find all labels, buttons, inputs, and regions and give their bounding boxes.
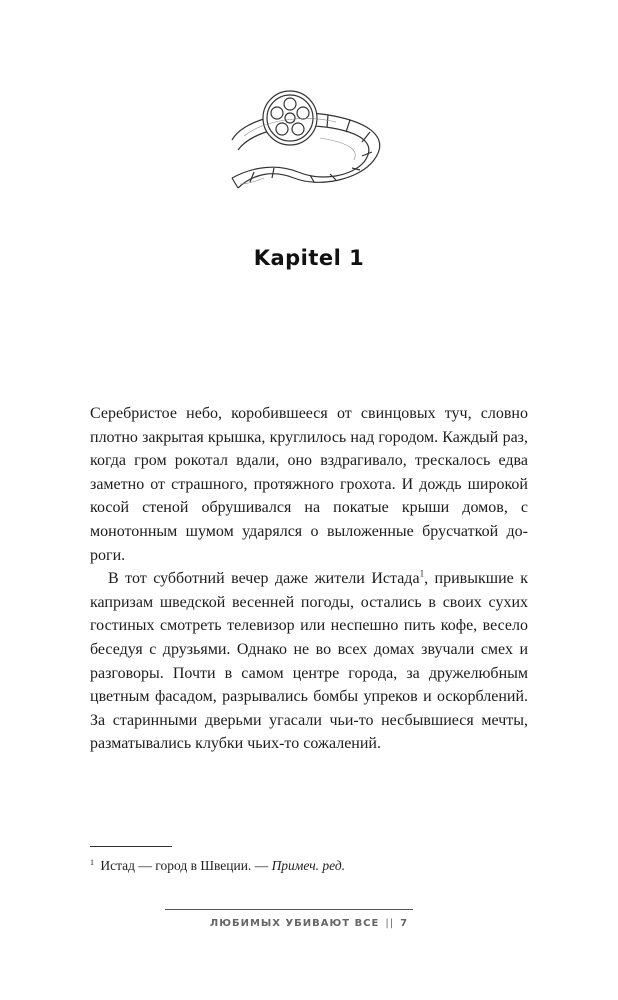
paragraph-2 [90, 567, 528, 756]
footnote-divider [90, 846, 172, 847]
footnote [90, 858, 530, 874]
book-title: ЛЮБИМЫХ УБИВАЮТ ВСЕ [209, 918, 380, 929]
paragraph-1: Серебристое небо, коробившееся от свинцовых туч, словно плотно закрытая крышка, круглилось над городом. Каждый раз, когда гром рокотал вдали, оно вздрагивало, трескалось едва заметно от страшного, протяжного грохота. И дождь широкой косой стеной обрушивался на покатые крыши домов, с монотонным шумом ударялся о выложенные брусчаткой дороги. [90, 405, 528, 564]
page-number: 7 [400, 918, 409, 929]
film-reel-icon [224, 78, 394, 208]
chapter-title: Kapitel 1 [253, 246, 365, 270]
running-footer [0, 918, 618, 929]
footnote-note: Примеч. ред. [271, 858, 346, 873]
footer-divider [165, 909, 413, 910]
footer-separator: || [385, 918, 395, 929]
paragraph-2-rest: , привыкшие к капризам шведской весенней погоды, остались в своих сухих гостиных смотреть телевизор или неспешно пить кофе, весело беседуя с друзьями. Однако не во всех домах звучали смех и разговоры. Почти в самом центре города, за дружелюбным цветным фасадом, разрывались бомбы упреков и оскорблений. За старинными дверьми угасали чьи-то несбывшиеся мечты, разматывались клубки чьих-то сожалений. [90, 570, 529, 753]
paragraph-2-start: В тот субботний вечер даже жители Истада [108, 570, 420, 588]
footnote-marker: 1 [419, 568, 425, 579]
footnote-text: Истад — город в Швеции. — [97, 858, 272, 873]
footnote-number: 1 [90, 857, 94, 867]
body-text [90, 402, 528, 756]
